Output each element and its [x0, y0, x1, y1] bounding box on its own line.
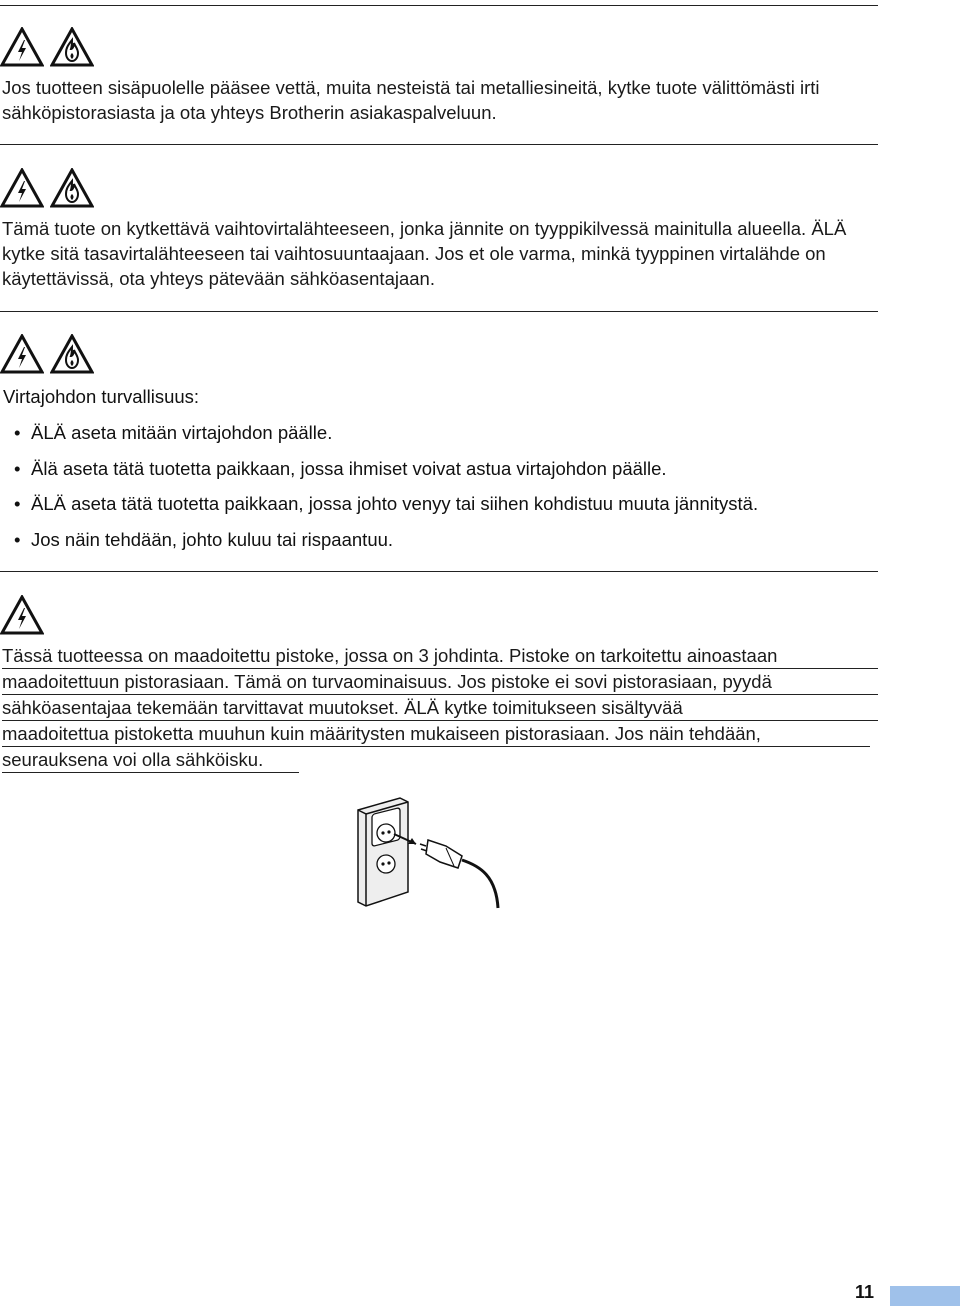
bullet-list — [0, 420, 878, 562]
section-divider — [0, 311, 878, 312]
electric-hazard-icon — [0, 168, 44, 208]
bullet-icon: • — [14, 528, 21, 550]
fire-hazard-icon — [50, 27, 94, 67]
text-line: sähköasentajaa tekemään tarvittavat muutokset. ÄLÄ kytke toimitukseen sisältyvää — [2, 695, 878, 721]
section-heading: Virtajohdon turvallisuus: — [3, 386, 200, 407]
bullet-icon: • — [14, 422, 21, 443]
bullet-icon: • — [14, 457, 21, 479]
page-number: 11 — [855, 1282, 875, 1302]
electric-hazard-icon — [0, 27, 44, 67]
warning-text: Jos tuotteen sisäpuolelle pääsee vettä, muita nesteistä tai metalliesineitä, kytke tuote välittömästi irti sähköpistorasiasta ja ota yhteys Brotherin asiakaspalveluun. — [2, 77, 820, 123]
grounding-warning-text — [2, 643, 878, 773]
section-divider — [0, 571, 878, 572]
text-line: maadoitettua pistoketta muuhun kuin määritysten mukaiseen pistorasiaan. Jos näin tehdään, — [2, 721, 870, 747]
fire-hazard-icon — [50, 168, 94, 208]
warning-icons — [0, 168, 94, 208]
list-item: • Jos näin tehdään, johto kuluu tai rispaantuu. — [14, 528, 394, 550]
warning-text: Tämä tuote on kytkettävä vaihtovirtalähteeseen, jonka jännite on tyyppikilvessä mainitulla alueella. ÄLÄ kytke sitä tasavirtalähteeseen tai vaihtosuuntaajaan. Jos et ole varma, minkä tyyppinen virtalähde on käytettävissä, ota yhteys pätevään sähköasentajaan. — [2, 218, 847, 289]
text-line: seurauksena voi olla sähköisku. — [2, 747, 299, 773]
text-line: Tässä tuotteessa on maadoitettu pistoke, jossa on 3 johdinta. Pistoke on tarkoitettu ainoastaan — [2, 643, 878, 669]
list-item: • ÄLÄ aseta mitään virtajohdon päälle. — [14, 422, 333, 443]
electric-hazard-icon — [0, 334, 44, 374]
warning-icons — [0, 27, 94, 67]
bullet-icon: • — [14, 493, 21, 514]
warning-icons — [0, 334, 94, 374]
warning-icons — [0, 595, 44, 635]
section-divider — [0, 5, 878, 6]
section-divider — [0, 144, 878, 145]
text-line: maadoitettuun pistorasiaan. Tämä on turvaominaisuus. Jos pistoke ei sovi pistorasiaan, pyydä — [2, 669, 878, 695]
list-item: • ÄLÄ aseta tätä tuotetta paikkaan, jossa johto venyy tai siihen kohdistuu muuta jännitystä. — [14, 493, 759, 514]
list-item: • Älä aseta tätä tuotetta paikkaan, jossa ihmiset voivat astua virtajohdon päälle. — [14, 457, 667, 479]
unplug-from-wall-socket-illustration — [350, 796, 510, 912]
page-tab — [890, 1286, 960, 1306]
fire-hazard-icon — [50, 334, 94, 374]
electric-hazard-icon — [0, 595, 44, 635]
